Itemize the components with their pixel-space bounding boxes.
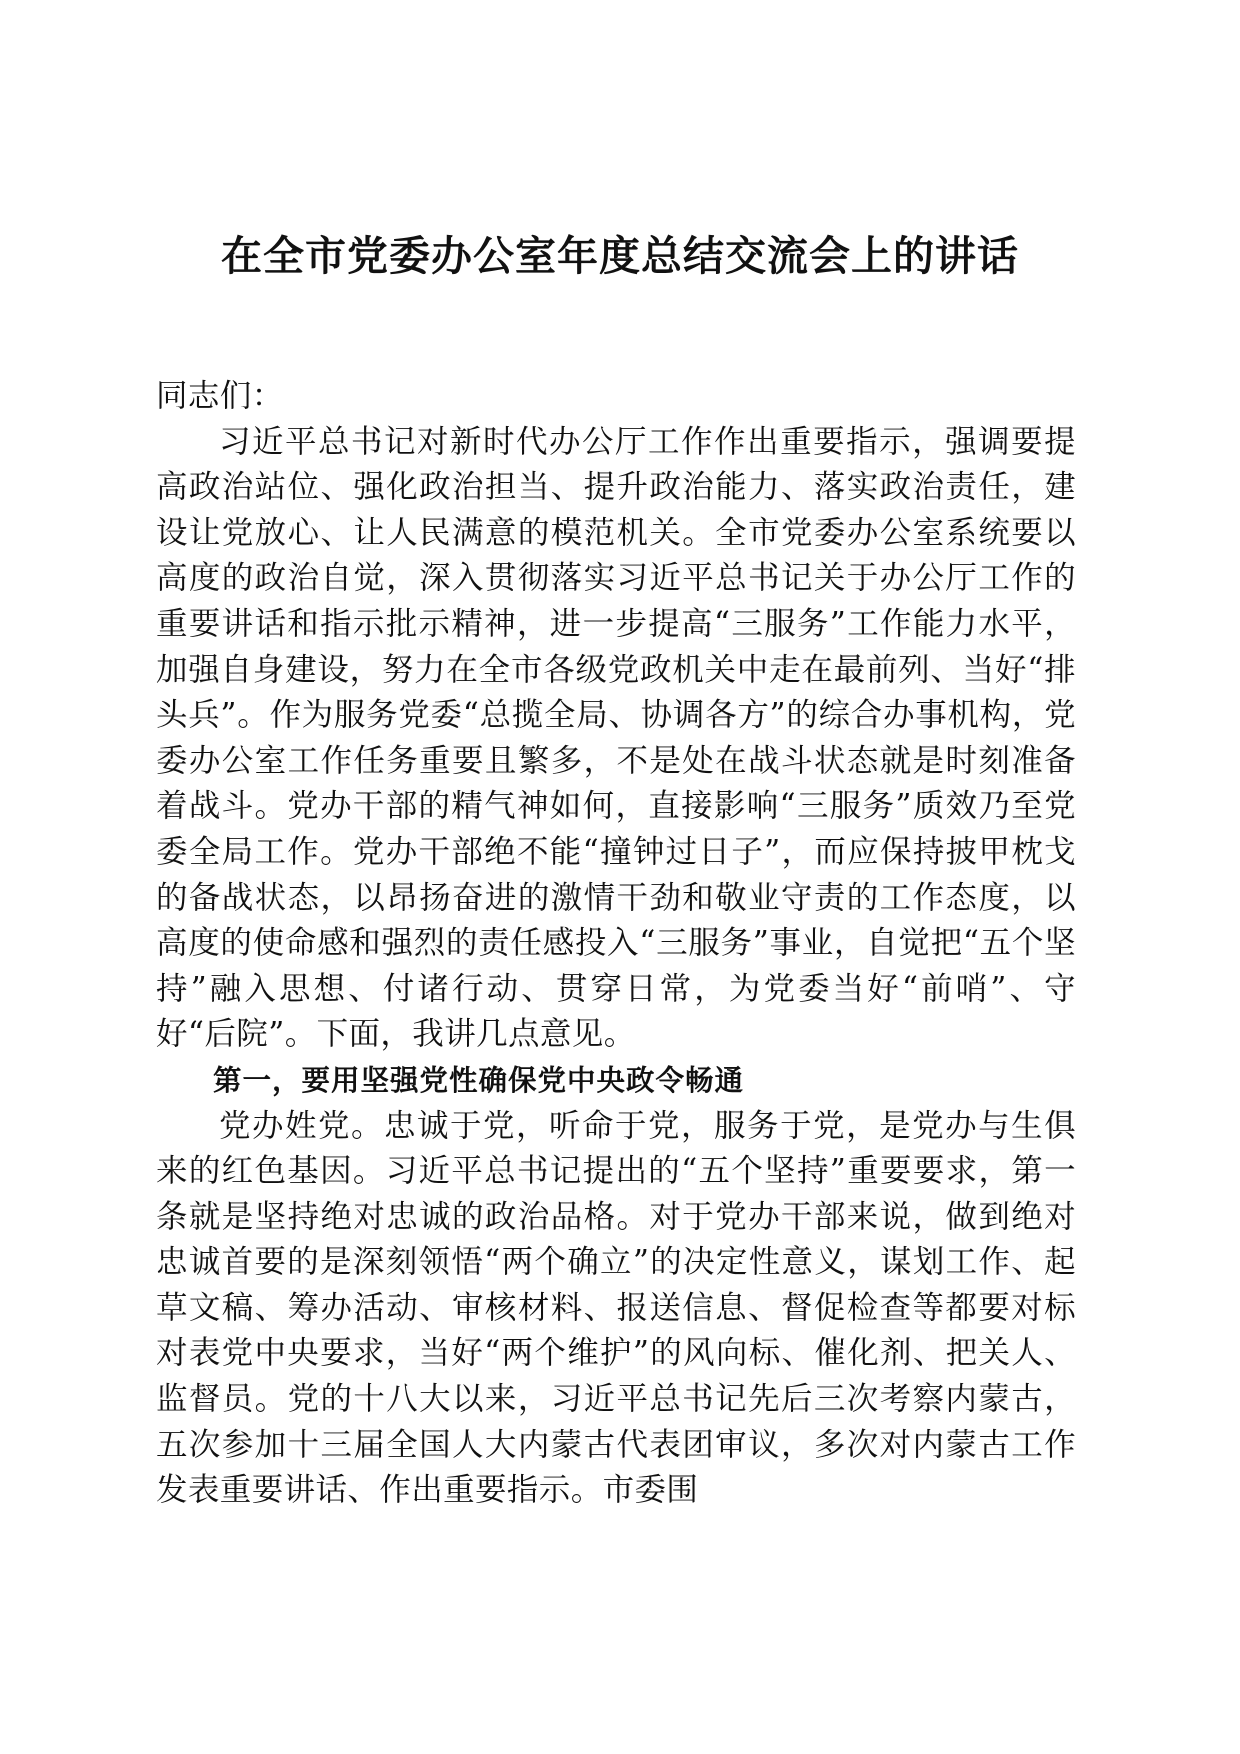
section-heading-1: 第一，要用坚强党性确保党中央政令畅通 [213,1063,745,1097]
document-title: 在全市党委办公室年度总结交流会上的讲话 [221,232,1019,280]
paragraph-intro: 习近平总书记对新时代办公厅工作作出重要指示，强调要提高政治站位、强化政治担当、提升政治能力、落实政治责任，建设让党放心、让人民满意的模范机关。全市党委办公室系统要以高度的政治自觉，深入贯彻落实习近平总书记关于办公厅工作的重要讲话和指示批示精神，进一步提高“三服务”工作能力水平，加强自身建设，努力在全市各级党政机关中走在最前列、当好“排头兵”。作为服务党委“总揽全局、协调各方”的综合办事机构，党委办公室工作任务重要且繁多，不是处在战斗状态就是时刻准备着战斗。党办干部的精气神如何，直接影响“三服务”质效乃至党委全局工作。党办干部绝不能“撞钟过日子”，而应保持披甲枕戈的备战状态，以昂扬奋进的激情干劲和敬业守责的工作态度，以高度的使命感和强烈的责任感投入“三服务”事业，自觉把“五个坚持”融入思想、付诸行动、贯穿日常，为党委当好“前哨”、守好“后院”。下面，我讲几点意见。 [156,423,1076,1053]
paragraph-section-1: 党办姓党。忠诚于党，听命于党，服务于党，是党办与生俱来的红色基因。习近平总书记提出的“五个坚持”重要要求，第一条就是坚持绝对忠诚的政治品格。对于党办干部来说，做到绝对忠诚首要的是深刻领悟“两个确立”的决定性意义，谋划工作、起草文稿、筹办活动、审核材料、报送信息、督促检查等都要对标对表党中央要求，当好“两个维护”的风向标、催化剂、把关人、监督员。党的十八大以来，习近平总书记先后三次考察内蒙古，五次参加十三届全国人大内蒙古代表团审议，多次对内蒙古工作发表重要讲话、作出重要指示。市委围 [156,1107,1076,1509]
document-body [156,374,1076,1514]
salutation: 同志们： [156,378,284,414]
